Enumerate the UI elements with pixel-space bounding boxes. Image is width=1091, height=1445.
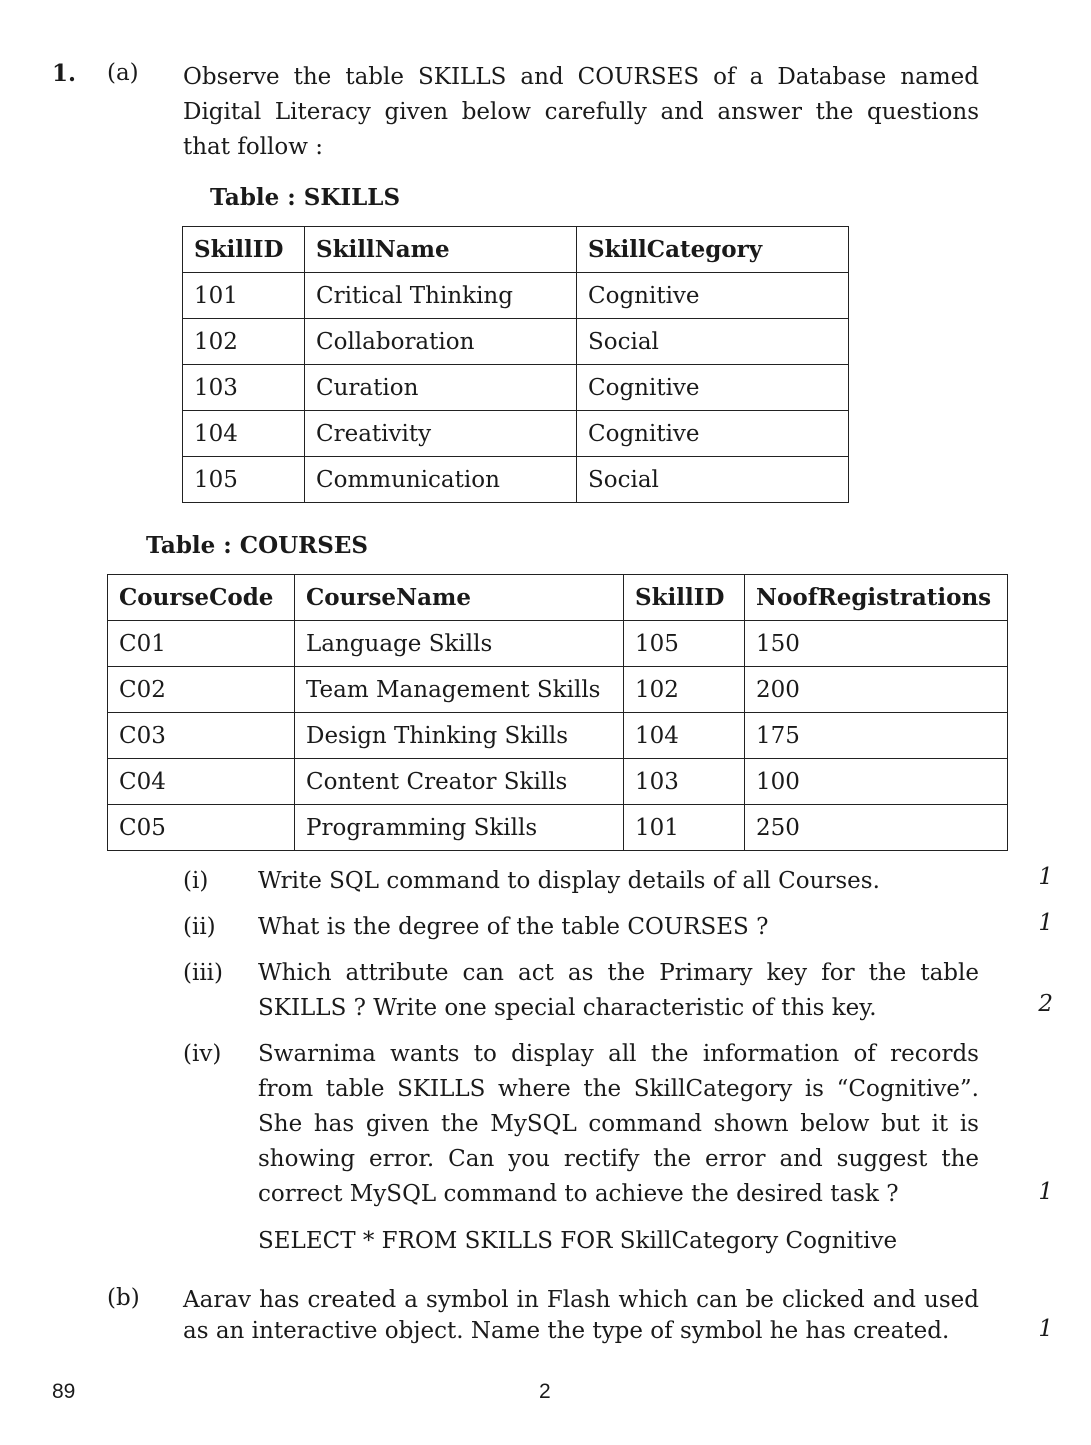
sql-command: SELECT * FROM SKILLS FOR SkillCategory Cognitive (258, 1228, 898, 1254)
subquestion-label: (i) (183, 868, 209, 894)
table-cell: Collaboration (305, 319, 577, 365)
part-b-text: Aarav has created a symbol in Flash which can be clicked and used as an interactive object. Name the type of symbol he has created. (183, 1287, 979, 1344)
table-cell: 200 (745, 667, 1008, 713)
table-cell: 105 (183, 457, 305, 503)
table-cell: Team Management Skills (295, 667, 624, 713)
table-cell: Social (577, 457, 849, 503)
question-number: 1. (52, 60, 77, 87)
table-row (108, 621, 1008, 667)
table-cell: 103 (624, 759, 745, 805)
table-cell: Social (577, 319, 849, 365)
table-cell: 103 (183, 365, 305, 411)
marks-b: 1 (1038, 1316, 1053, 1342)
subquestion-iii (183, 956, 1073, 1026)
table-cell: Design Thinking Skills (295, 713, 624, 759)
table-cell: Content Creator Skills (295, 759, 624, 805)
question-intro: Observe the table SKILLS and COURSES of a Database named Digital Literacy given below carefully and answer the questions that follow : (183, 64, 979, 160)
skills-table (182, 226, 849, 503)
subquestion-ii (183, 910, 1073, 945)
courses-header-skillid: SkillID (624, 575, 745, 621)
subquestion-label: (iv) (183, 1041, 222, 1067)
table-cell: 100 (745, 759, 1008, 805)
table-cell: C03 (108, 713, 295, 759)
subquestion-text: Write SQL command to display details of all Courses. (258, 868, 880, 894)
table-cell: 101 (183, 273, 305, 319)
table-cell: Curation (305, 365, 577, 411)
subquestion-label: (iii) (183, 960, 224, 986)
table-row (183, 273, 849, 319)
table-cell: Cognitive (577, 273, 849, 319)
table-cell: C05 (108, 805, 295, 851)
subquestion-text: Which attribute can act as the Primary key for the table SKILLS ? Write one special characteristic of this key. (258, 960, 979, 1021)
subquestion-label: (ii) (183, 914, 216, 940)
table-row (183, 365, 849, 411)
courses-table-caption: Table : COURSES (146, 532, 369, 559)
part-b-label: (b) (107, 1285, 140, 1311)
marks-iv: 1 (1038, 1179, 1053, 1205)
marks-ii: 1 (1038, 910, 1053, 936)
page-number: 2 (539, 1380, 551, 1403)
courses-header-coursename: CourseName (295, 575, 624, 621)
table-row (183, 411, 849, 457)
table-cell: Critical Thinking (305, 273, 577, 319)
table-cell: Language Skills (295, 621, 624, 667)
table-cell: 250 (745, 805, 1008, 851)
table-cell: Communication (305, 457, 577, 503)
skills-header-row (183, 227, 849, 273)
skills-header-skillname: SkillName (305, 227, 577, 273)
subquestion-i (183, 864, 1073, 899)
courses-header-coursecode: CourseCode (108, 575, 295, 621)
subquestion-iv (183, 1037, 1073, 1212)
marks-iii: 2 (1038, 991, 1053, 1017)
part-a-label: (a) (107, 60, 139, 86)
table-row (108, 667, 1008, 713)
table-cell: Cognitive (577, 365, 849, 411)
skills-header-skillid: SkillID (183, 227, 305, 273)
subquestion-text: What is the degree of the table COURSES ? (258, 914, 769, 940)
table-row (183, 319, 849, 365)
courses-header-noofregistrations: NoofRegistrations (745, 575, 1008, 621)
skills-table-caption: Table : SKILLS (210, 184, 401, 211)
marks-i: 1 (1038, 864, 1053, 890)
table-cell: C04 (108, 759, 295, 805)
table-cell: Programming Skills (295, 805, 624, 851)
courses-header-row (108, 575, 1008, 621)
table-cell: 175 (745, 713, 1008, 759)
paper-code: 89 (52, 1380, 76, 1403)
table-cell: 102 (624, 667, 745, 713)
table-cell: 104 (183, 411, 305, 457)
subquestion-text: Swarnima wants to display all the information of records from table SKILLS where the SkillCategory is “Cognitive”. She has given the MySQL command shown below but it is showing error. Can you rectify the error and suggest the correct MySQL command to achieve the desired task ? (258, 1041, 979, 1207)
table-row (108, 713, 1008, 759)
table-cell: Cognitive (577, 411, 849, 457)
table-cell: 105 (624, 621, 745, 667)
table-cell: C02 (108, 667, 295, 713)
table-cell: 102 (183, 319, 305, 365)
table-cell: 150 (745, 621, 1008, 667)
table-cell: Creativity (305, 411, 577, 457)
courses-table (107, 574, 1008, 851)
table-cell: 104 (624, 713, 745, 759)
table-row (183, 457, 849, 503)
skills-header-skillcategory: SkillCategory (577, 227, 849, 273)
table-cell: 101 (624, 805, 745, 851)
table-row (108, 805, 1008, 851)
table-row (108, 759, 1008, 805)
table-cell: C01 (108, 621, 295, 667)
